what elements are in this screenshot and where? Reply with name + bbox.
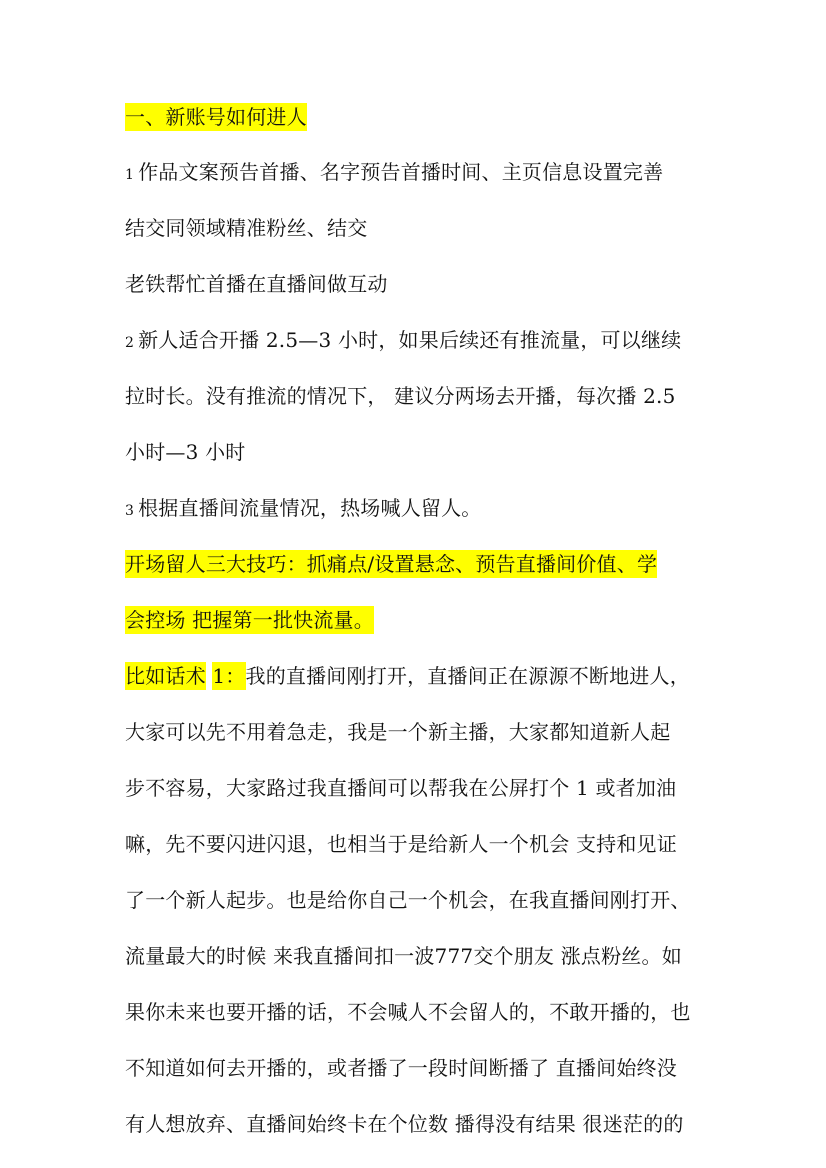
section-heading	[125, 102, 307, 132]
heading-highlight: 一、新账号如何进人	[125, 105, 307, 129]
script-line3: 步不容易，大家路过我直播间可以帮我在公屏打个 1 或者加油	[125, 776, 677, 800]
para2-line3: 小时—3 小时	[125, 440, 246, 464]
para3-text1: 根据直播间流量情况，热场喊人留人。	[138, 496, 482, 520]
script-line7: 果你未来也要开播的话，不会喊人不会留人的，不敢开播的，也	[125, 1000, 691, 1024]
para2-line1	[125, 325, 681, 358]
para3-line1	[125, 493, 482, 526]
tips-highlight2: 会控场 把握第一批快流量。	[125, 608, 374, 632]
script-line6: 流量最大的时候 来我直播间扣一波777交个朋友 涨点粉丝。如	[125, 944, 682, 968]
para2-number: 2	[125, 335, 135, 351]
script-line4: 嘛，先不要闪进闪退，也相当于是给新人一个机会 支持和见证	[125, 832, 677, 856]
script-line5: 了一个新人起步。也是给你自己一个机会，在我直播间刚打开、	[125, 888, 691, 912]
para2-text1: 新人适合开播 2.5—3 小时，如果后续还有推流量，可以继续	[138, 328, 682, 352]
para2-line2: 拉时长。没有推流的情况下， 建议分两场去开播，每次播 2.5	[125, 384, 676, 408]
script-line1	[125, 661, 690, 691]
script-text1: 我的直播间刚打开，直播间正在源源不断地进人，	[245, 664, 690, 688]
para1-number: 1	[125, 167, 135, 183]
para1-line3: 老铁帮忙首播在直播间做互动	[125, 272, 388, 296]
script-line8: 不知道如何去开播的，或者播了一段时间断播了 直播间始终没	[125, 1056, 677, 1080]
script-line2: 大家可以先不用着急走，我是一个新主播，大家都知道新人起	[125, 720, 671, 744]
para1-text1: 作品文案预告首播、名字预告首播时间、主页信息设置完善	[138, 160, 664, 184]
tips-line1	[125, 549, 657, 579]
para1-line1	[125, 157, 663, 190]
para3-number: 3	[125, 503, 135, 519]
para1-line2: 结交同领域精准粉丝、结交	[125, 216, 368, 240]
script-line9: 有人想放弃、直播间始终卡在个位数 播得没有结果 很迷茫的的	[125, 1112, 684, 1136]
script-label-number: 1：	[212, 664, 246, 688]
tips-line2	[125, 605, 374, 635]
tips-highlight1: 开场留人三大技巧：抓痛点/设置悬念、预告直播间价值、学	[125, 552, 658, 576]
script-label: 比如话术	[125, 664, 206, 688]
